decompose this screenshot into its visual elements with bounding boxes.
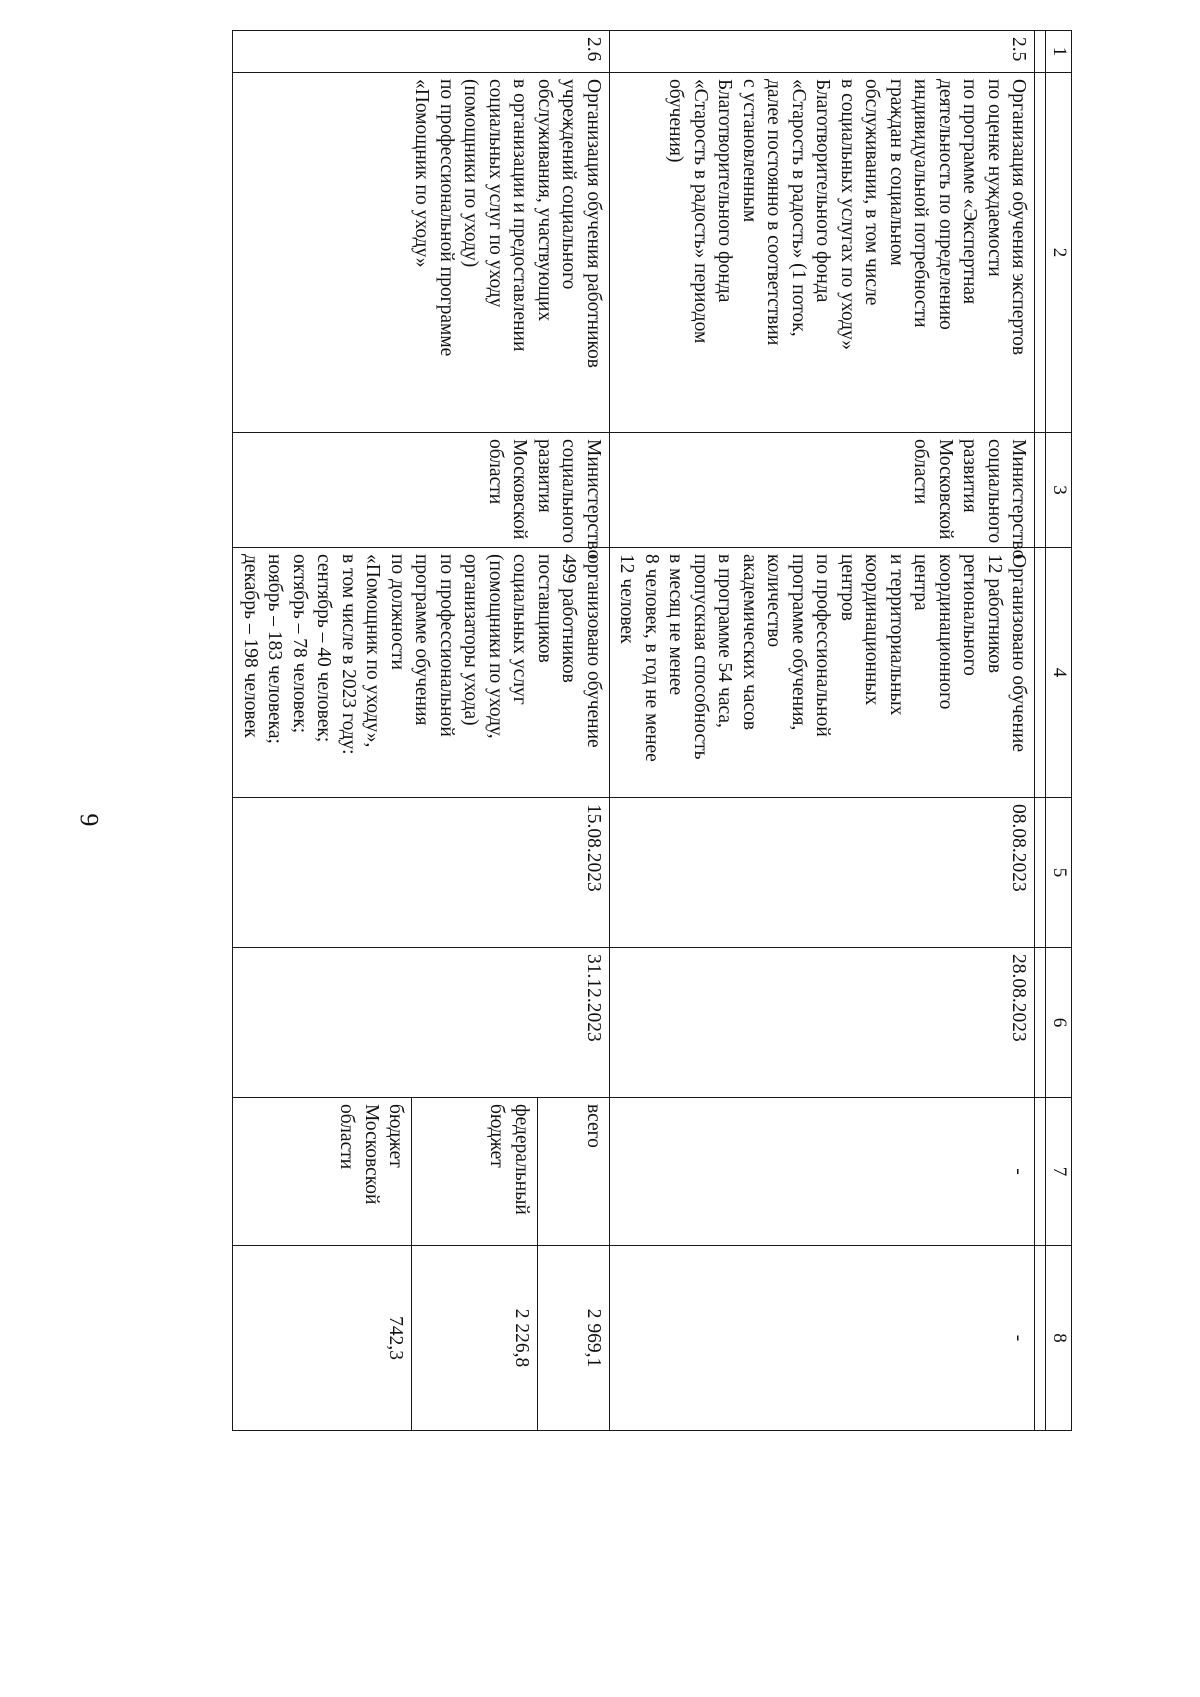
end-date: 28.08.2023 — [610, 948, 1036, 1098]
column-number: 7 — [1046, 1098, 1072, 1246]
result: организовано обучение 499 работников поставщиков социальных услуг (помощники по уходу, организаторы ухода) по профессиональной программе обучения по должности «Помощник по уходу», в том числе в 2023 году: сентябрь – 40 человек; октябрь – 78 человек; ноябрь – 183 человека; декабрь – 198 человек — [233, 548, 610, 798]
table-row — [610, 31, 1036, 1431]
funding-amount: 2 969,1 — [537, 1246, 609, 1431]
funding-source: федеральный бюджет — [412, 1098, 538, 1246]
event-name: Организация обучения экспертов по оценке нуждаемости по программе «Экспертная деятельность по определению индивидуальной потребности граждан в социальном обслуживании, в том числе в социальных услугах по уходу» Благотворительного фонда «Старость в радость» (1 поток, далее постоянно в соответствии с установленным Благотворительного фонда «Старость в радость» периодом обучения) — [610, 73, 1036, 433]
funding-amount: 2 226,8 — [412, 1246, 538, 1431]
column-number: 2 — [1046, 73, 1072, 433]
result: Организовано обучение 12 работников регионального координационного центра и территориальных координационных центров по профессиональной программе обучения, количество академических часов в программе 54 часа, пропускная способность в месяц не менее 8 человек, в год не менее 12 человек — [610, 548, 1036, 798]
column-number: 6 — [1046, 948, 1072, 1098]
executor: Министерство социального развития Московской области — [610, 433, 1036, 548]
table-row — [537, 31, 609, 1431]
funding-amount: - — [610, 1246, 1036, 1431]
column-number: 3 — [1046, 433, 1072, 548]
column-number: 8 — [1046, 1246, 1072, 1431]
column-number: 4 — [1046, 548, 1072, 798]
row-number: 2.6 — [233, 31, 610, 73]
row-number: 2.5 — [610, 31, 1036, 73]
executor: Министерство социального развития Московской области — [233, 433, 610, 548]
start-date: 15.08.2023 — [233, 798, 610, 948]
program-table — [233, 30, 1073, 1431]
rotated-page-content — [132, 30, 1072, 1430]
funding-source: всего — [537, 1098, 609, 1246]
column-number: 1 — [1046, 31, 1072, 73]
funding-source: бюджет Московской области — [233, 1098, 412, 1246]
spacer-row — [1035, 31, 1046, 1431]
column-number-row — [1046, 31, 1072, 1431]
funding-amount: 742,3 — [233, 1246, 412, 1431]
page-number: 6 — [75, 813, 104, 827]
start-date: 08.08.2023 — [610, 798, 1036, 948]
end-date: 31.12.2023 — [233, 948, 610, 1098]
column-number: 5 — [1046, 798, 1072, 948]
event-name: Организация обучения работников учреждений социального обслуживания, участвующих в организации и предоставлении социальных услуг по уходу (помощники по уходу) по профессиональной программе «Помощник по уходу» — [233, 73, 610, 433]
funding-source: - — [610, 1098, 1036, 1246]
